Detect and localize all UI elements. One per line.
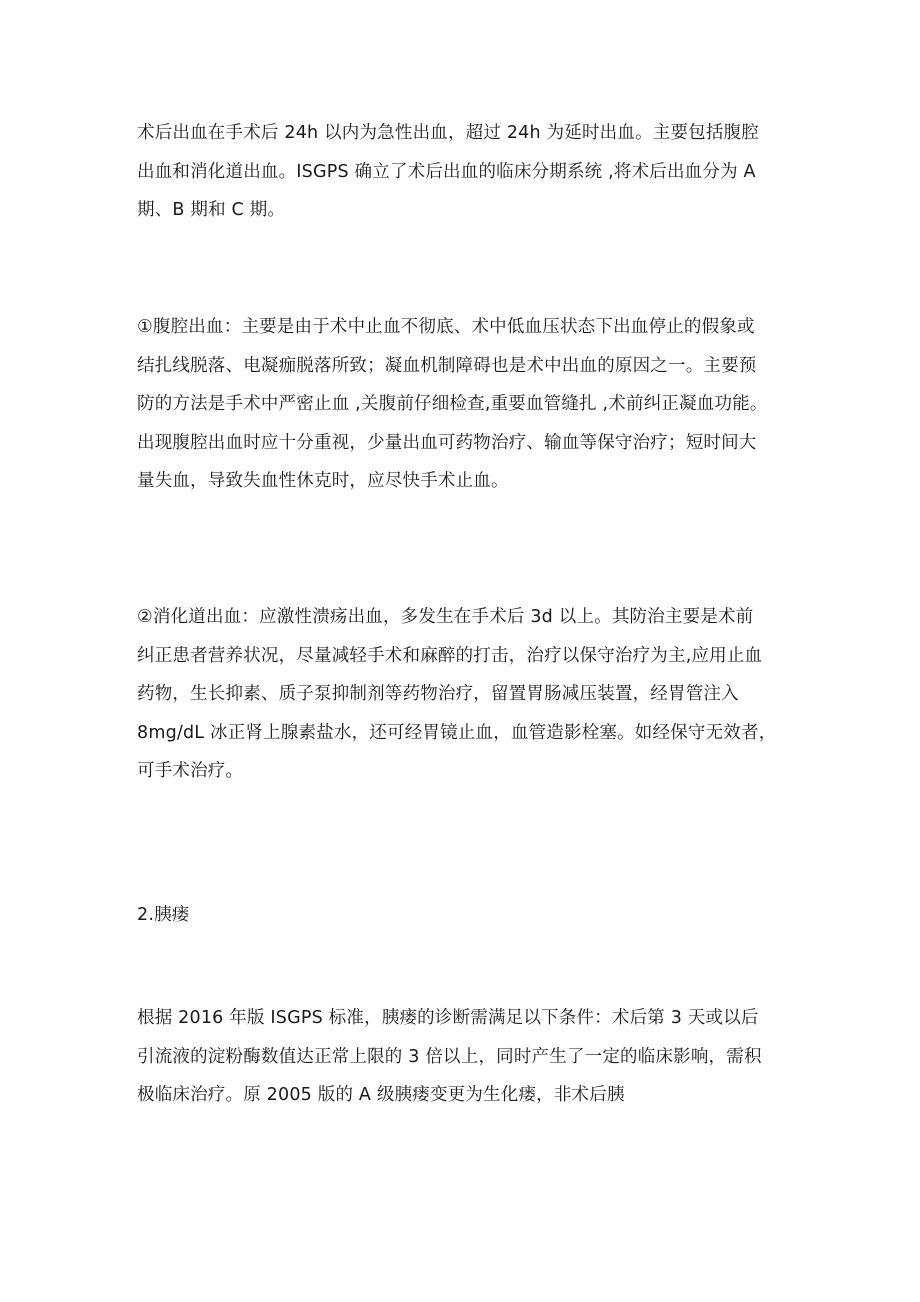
text-line: ②消化道出血：应激性溃疡出血，多发生在手术后 3d 以上。其防治主要是术前 (137, 607, 754, 627)
text-line: 极临床治疗。原 2005 版的 A 级胰瘘变更为生化瘘，非术后胰 (137, 1085, 625, 1105)
text-line: 结扎线脱落、电凝痂脱落所致；凝血机制障碍也是术中出血的原因之一。主要预 (137, 355, 757, 376)
paragraph-fistula-criteria (137, 999, 817, 1115)
text-line: ①腹腔出血：主要是由于术中止血不彻底、术中低血压状态下出血停止的假象或 (137, 317, 755, 337)
text-line: 根据 2016 年版 ISGPS 标准，胰瘘的诊断需满足以下条件：术后第 3 天或以后 (137, 1008, 759, 1028)
text-line: 防的方法是手术中严密止血 ,关腹前仔细检查,重要血管缝扎 ,术前纠正凝血功能。 (137, 394, 768, 414)
heading-text: 2.胰瘘 (137, 905, 190, 925)
text-line: 引流液的淀粉酶数值达正常上限的 3 倍以上，同时产生了一定的临床影响，需积 (137, 1046, 762, 1067)
paragraph-postoperative-bleeding (137, 114, 817, 230)
text-line: 可手术治疗。 (137, 761, 244, 781)
text-line: 出现腹腔出血时应十分重视，少量出血可药物治疗、输血等保守治疗；短时间大 (137, 432, 757, 453)
text-line: 药物，生长抑素、质子泵抑制剂等药物治疗，留置胃肠减压装置，经胃管注入 (137, 684, 739, 704)
section-heading-pancreatic-fistula (137, 896, 817, 935)
text-line: 8mg/dL 冰正肾上腺素盐水，还可经胃镜止血，血管造影栓塞。如经保守无效者， (137, 722, 777, 743)
text-line: 出血和消化道出血。ISGPS 确立了术后出血的临床分期系统 ,将术后出血分为 A (137, 161, 756, 182)
text-line: 量失血，导致失血性休克时，应尽快手术止血。 (137, 471, 509, 491)
text-line: 期、B 期和 C 期。 (137, 200, 286, 220)
paragraph-gi-bleeding (137, 598, 817, 791)
text-line: 术后出血在手术后 24h 以内为急性出血，超过 24h 为延时出血。主要包括腹腔 (137, 123, 759, 143)
text-line: 纠正患者营养状况，尽量减轻手术和麻醉的打击，治疗以保守治疗为主,应用止血 (137, 645, 763, 666)
paragraph-abdominal-bleeding (137, 308, 817, 501)
